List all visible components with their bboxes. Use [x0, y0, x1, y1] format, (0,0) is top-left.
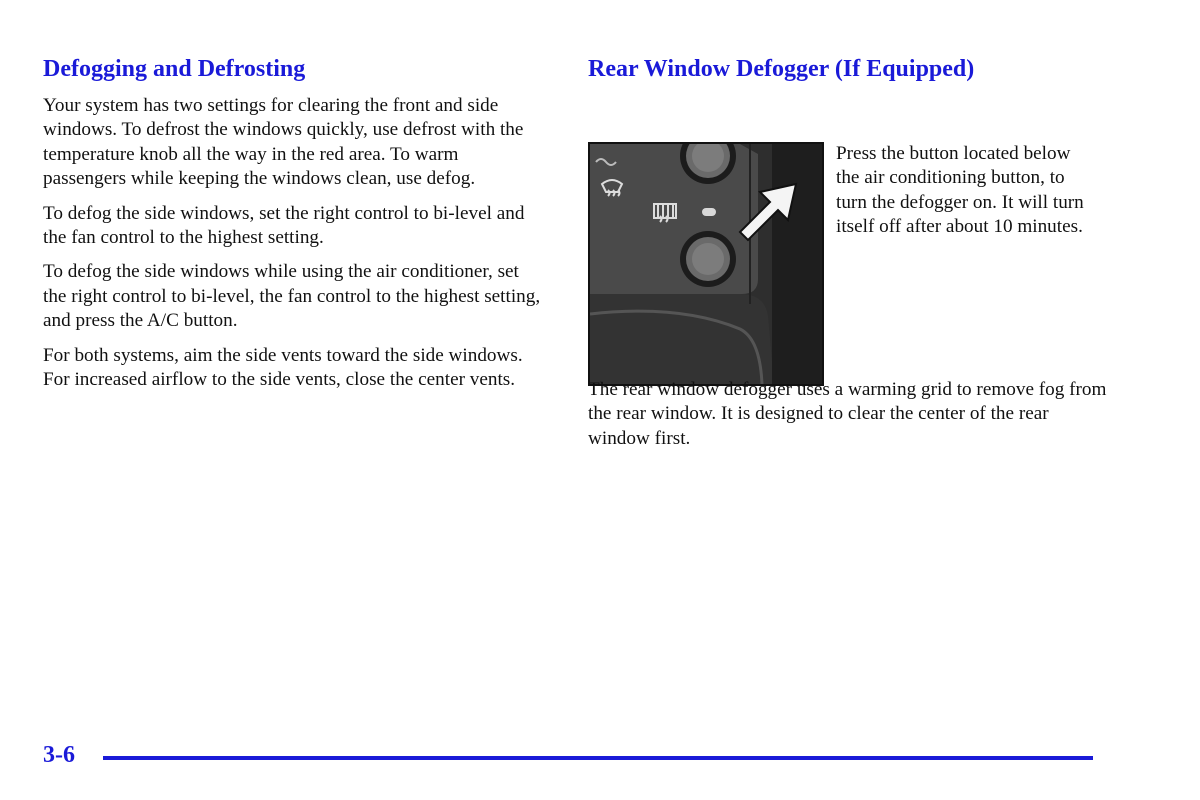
defogger-instructions: Press the button located below the air conditioning button, to turn the defogger on. It will turn itself off after about 10 minutes.	[836, 143, 1084, 238]
photo-row	[588, 94, 1108, 376]
paragraph: To defog the side windows, set the right control to bi-level and the fan control to the highest setting.	[43, 202, 525, 249]
paragraph: To defog the side windows while using the air conditioner, set the right control to bi-level, the fan control to the highest setting, and press the A/C button.	[43, 261, 541, 332]
footer-divider	[103, 756, 1093, 760]
indicator-light	[702, 208, 716, 216]
paragraph: For both systems, aim the side vents toward the side windows. For increased airflow to the side vents, close the center vents.	[43, 344, 523, 391]
rear-defogger-description: The rear window defogger uses a warming grid to remove fog from the rear window. It is designed to clear the center of the rear window first.	[588, 379, 1107, 449]
control-panel-photo	[588, 142, 824, 386]
right-column	[588, 54, 1108, 449]
paragraph: Your system has two settings for clearing the front and side windows. To defrost the windows quickly, use defrost with the temperature knob all the way in the red area. To warm passengers while keeping the windows clean, use defog.	[43, 95, 524, 190]
defogger-button-icon	[680, 231, 736, 287]
left-column	[43, 54, 543, 402]
page-number: 3-6	[43, 742, 75, 768]
defogging-heading: Defogging and Defrosting	[43, 56, 306, 82]
rear-defogger-heading: Rear Window Defogger (If Equipped)	[588, 56, 975, 82]
